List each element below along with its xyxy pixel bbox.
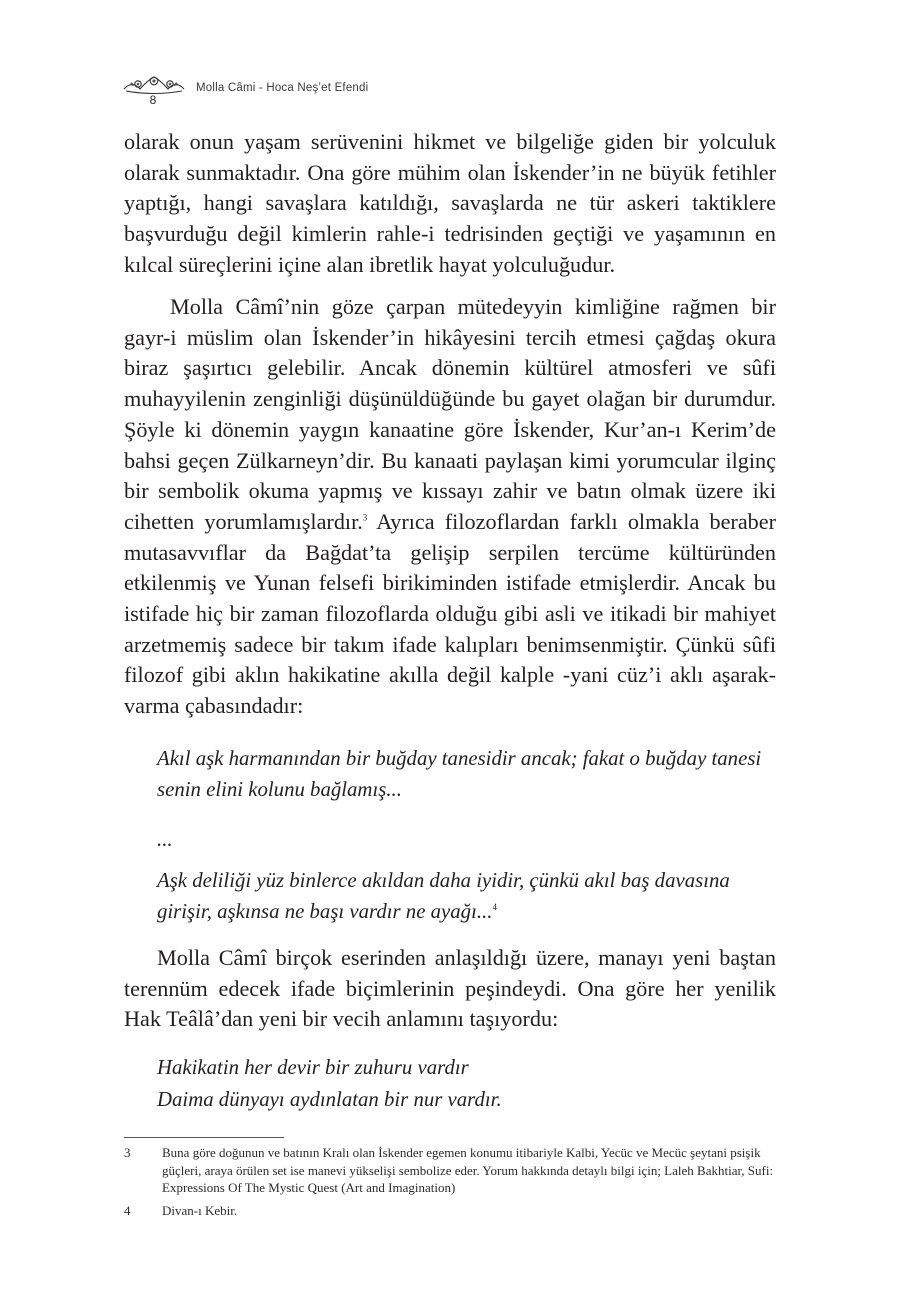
block-quote-2 bbox=[157, 866, 767, 927]
paragraph-2-part2: Ayrıca filozoflardan farklı olmakla beraber mutasavvıflar da Bağdat’ta gelişip serpilen tercüme kültüründen etkilenmiş ve Yunan felsefi birikiminden istifade etmişlerdir. Ancak bu istifade hiç bir zaman filozoflarda olduğu gibi asli ve itikadi bir mahiyet arzetmemiş sadece bir takım ifade kalıpları benimsenmiştir. Çünkü sûfi filozof gibi aklın hakikatine akılla değil kalple -yani cüz’i aklı aşarak- varma çabasındadır: bbox=[124, 508, 776, 719]
footnote-ref-4: 4 bbox=[492, 901, 497, 912]
block-quote-1 bbox=[157, 744, 767, 805]
footnote-text: Divan-ı Kebir. bbox=[162, 1202, 238, 1218]
quote-2-line-1: Aşk deliliği yüz binlerce akıldan daha iyidir, çünkü akıl baş davasına bbox=[157, 869, 730, 892]
footnote-divider bbox=[124, 1137, 284, 1138]
page-header bbox=[122, 74, 522, 108]
footnotes bbox=[124, 1144, 779, 1224]
quote-ellipsis: ... bbox=[157, 828, 173, 851]
paragraph-2-text bbox=[124, 292, 776, 722]
paragraph-2 bbox=[124, 292, 776, 722]
paragraph-3-text: Molla Câmî birçok eserinden anlaşıldığı üzere, manayı yeni baştan terennüm edecek ifade biçimlerinin peşindeydi. Ona göre her yenilik Hak Teâlâ’dan yeni bir vecih anlamını taşıyordu: bbox=[124, 945, 776, 1032]
quote-1-line-1: Akıl aşk harmanından bir buğday tanesidir ancak; fakat o buğday tanesi bbox=[157, 747, 762, 770]
footnote-ref-3: 3 bbox=[362, 512, 368, 523]
paragraph-2-part1: Molla Câmî’nin göze çarpan mütedeyyin kimliğine rağmen bir gayr-i müslim olan İskender’in hikâyesini tercih etmesi çağdaş okura biraz şaşırtıcı gelebilir. Ancak dönemin kültürel atmosferi ve sûfi muhayyilenin zenginliği düşünüldüğünde bu gayet olağan bir durumdur. Şöyle ki dönemin yaygın kanaatine göre İskender, Kur’an-ı Kerim’de bahsi geçen Zülkarneyn’dir. Bu kanaati paylaşan kimi yorumcular ilginç bir sembolik okuma yapmış ve kıssayı zahir ve batın olmak üzere iki cihetten yorumlamışlardır. bbox=[124, 294, 776, 534]
verse-line-1: Hakikatin her devir bir zuhuru vardır bbox=[157, 1056, 469, 1079]
footnote-number: 4 bbox=[124, 1202, 131, 1218]
running-title: Molla Câmi - Hoca Neş’et Efendi bbox=[196, 82, 369, 94]
footnote-text: Buna göre doğunun ve batının Kralı olan İskender egemen konumu itibariyle Kalbi, Yecüc ve Mecüc şeytani psişik güçleri, araya örülen set ise manevi yükselişi sembolize eder. Yorum hakkında detaylı bilgi için; Laleh Bakhtiar, Sufi: Expressions Of The Mystic Quest (Art and Imagination) bbox=[162, 1145, 774, 1195]
footnote-3 bbox=[124, 1144, 779, 1197]
paragraph-1 bbox=[124, 127, 776, 281]
quote-1-line-2: senin elini kolunu bağlamış... bbox=[157, 777, 402, 801]
verse-line-2: Daima dünyayı aydınlatan bir nur vardır. bbox=[157, 1088, 502, 1111]
footnote-number: 3 bbox=[124, 1145, 131, 1160]
verse-quote bbox=[157, 1052, 767, 1116]
quote-2-line-2-text: girişir, aşkınsa ne başı vardır ne ayağı... bbox=[157, 899, 493, 923]
quote-2-line-2 bbox=[157, 897, 767, 928]
paragraph-1-text: olarak onun yaşam serüvenini hikmet ve bilgeliğe giden bir yolculuk olarak sunmaktadır. Ona göre mühim olan İskender’in ne büyük fetihler yaptığı, hangi savaşlara katıldığı, savaşlarda ne tür askeri taktiklere başvurduğu değil kimlerin rahle-i tedrisinden geçtiği ve yaşamının en kılcal süreçlerini içine alan ibretlik hayat yolculuğudur. bbox=[124, 129, 776, 277]
page-number: 8 bbox=[149, 93, 157, 107]
footnote-4 bbox=[124, 1202, 779, 1220]
paragraph-3 bbox=[124, 943, 776, 1035]
